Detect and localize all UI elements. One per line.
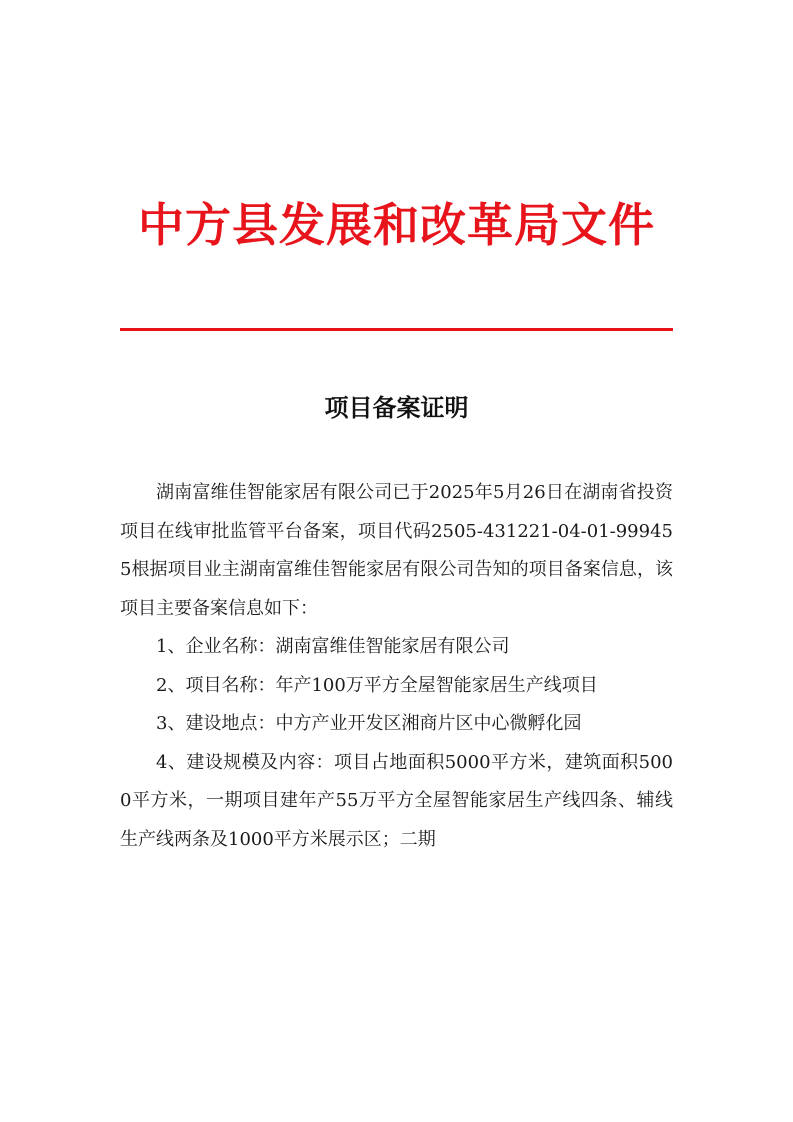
item-construction-site: 3、建设地点：中方产业开发区湘商片区中心微孵化园 (156, 713, 582, 734)
red-divider-line (120, 328, 673, 331)
document-body (120, 474, 673, 859)
item-construction-scale: 4、建设规模及内容：项目占地面积5000平方米，建筑面积5000平方米，一期项目建年产55万平方全屋智能家居生产线四条、辅线生产线两条及1000平方米展示区；二期 (120, 751, 673, 850)
document-title: 项目备案证明 (324, 394, 469, 422)
item-project-name: 2、项目名称：年产100万平方全屋智能家居生产线项目 (156, 674, 598, 696)
issuer-header: 中方县发展和改革局文件 (138, 198, 655, 252)
intro-paragraph: 湖南富维佳智能家居有限公司已于2025年5月26日在湖南省投资项目在线审批监管平台备案，项目代码2505-431221-04-01-999455根据项目业主湖南富维佳智能家居有限公司告知的项目备案信息，该项目主要备案信息如下： (120, 482, 673, 619)
item-company-name: 1、企业名称：湖南富维佳智能家居有限公司 (156, 636, 510, 657)
